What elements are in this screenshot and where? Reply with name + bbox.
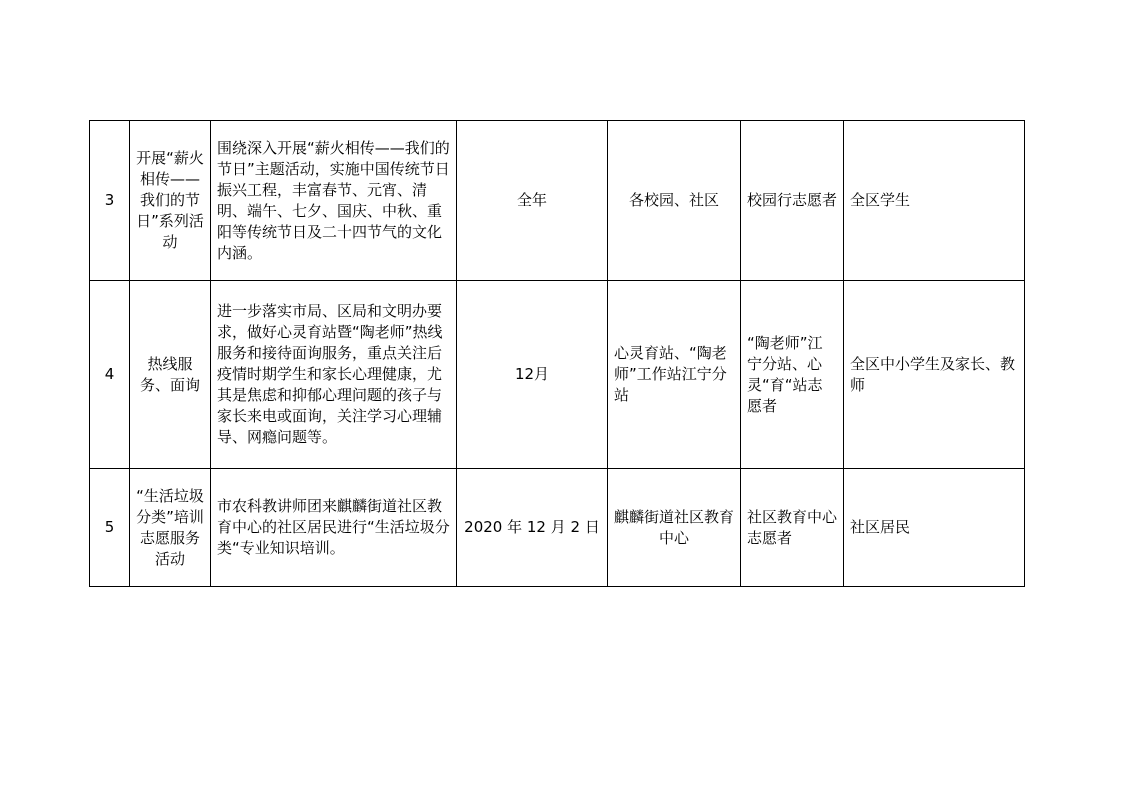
activity-target: 全区中小学生及家长、教师 [844, 281, 1025, 469]
activity-place: 麒麟街道社区教育中心 [608, 469, 741, 587]
activity-time: 2020 年 12 月 2 日 [457, 469, 608, 587]
row-number: 4 [90, 281, 130, 469]
row-number: 5 [90, 469, 130, 587]
table-row [90, 121, 1025, 281]
table-row [90, 281, 1025, 469]
activity-place: 各校园、社区 [608, 121, 741, 281]
activity-target: 社区居民 [844, 469, 1025, 587]
activity-participants: “陶老师”江宁分站、心灵“育“站志愿者 [741, 281, 844, 469]
activity-time: 全年 [457, 121, 608, 281]
activity-table [89, 120, 1025, 587]
activity-name: 热线服务、面询 [130, 281, 211, 469]
activity-name: 开展“薪火相传——我们的节日”系列活动 [130, 121, 211, 281]
row-number: 3 [90, 121, 130, 281]
activity-content: 市农科教讲师团来麒麟街道社区教育中心的社区居民进行“生活垃圾分类“专业知识培训。 [211, 469, 457, 587]
activity-place: 心灵育站、“陶老师”工作站江宁分站 [608, 281, 741, 469]
activity-content: 进一步落实市局、区局和文明办要求，做好心灵育站暨“陶老师”热线服务和接待面询服务，重点关注后疫情时期学生和家长心理健康，尤其是焦虑和抑郁心理问题的孩子与家长来电或面询，关注学习心理辅导、网瘾问题等。 [211, 281, 457, 469]
activity-participants: 校园行志愿者 [741, 121, 844, 281]
activity-target: 全区学生 [844, 121, 1025, 281]
activity-name: “生活垃圾分类”培训志愿服务活动 [130, 469, 211, 587]
table-row [90, 469, 1025, 587]
activity-participants: 社区教育中心志愿者 [741, 469, 844, 587]
activity-time: 12月 [457, 281, 608, 469]
activity-content: 围绕深入开展“薪火相传——我们的节日”主题活动，实施中国传统节日振兴工程，丰富春节、元宵、清明、端午、七夕、国庆、中秋、重阳等传统节日及二十四节气的文化内涵。 [211, 121, 457, 281]
